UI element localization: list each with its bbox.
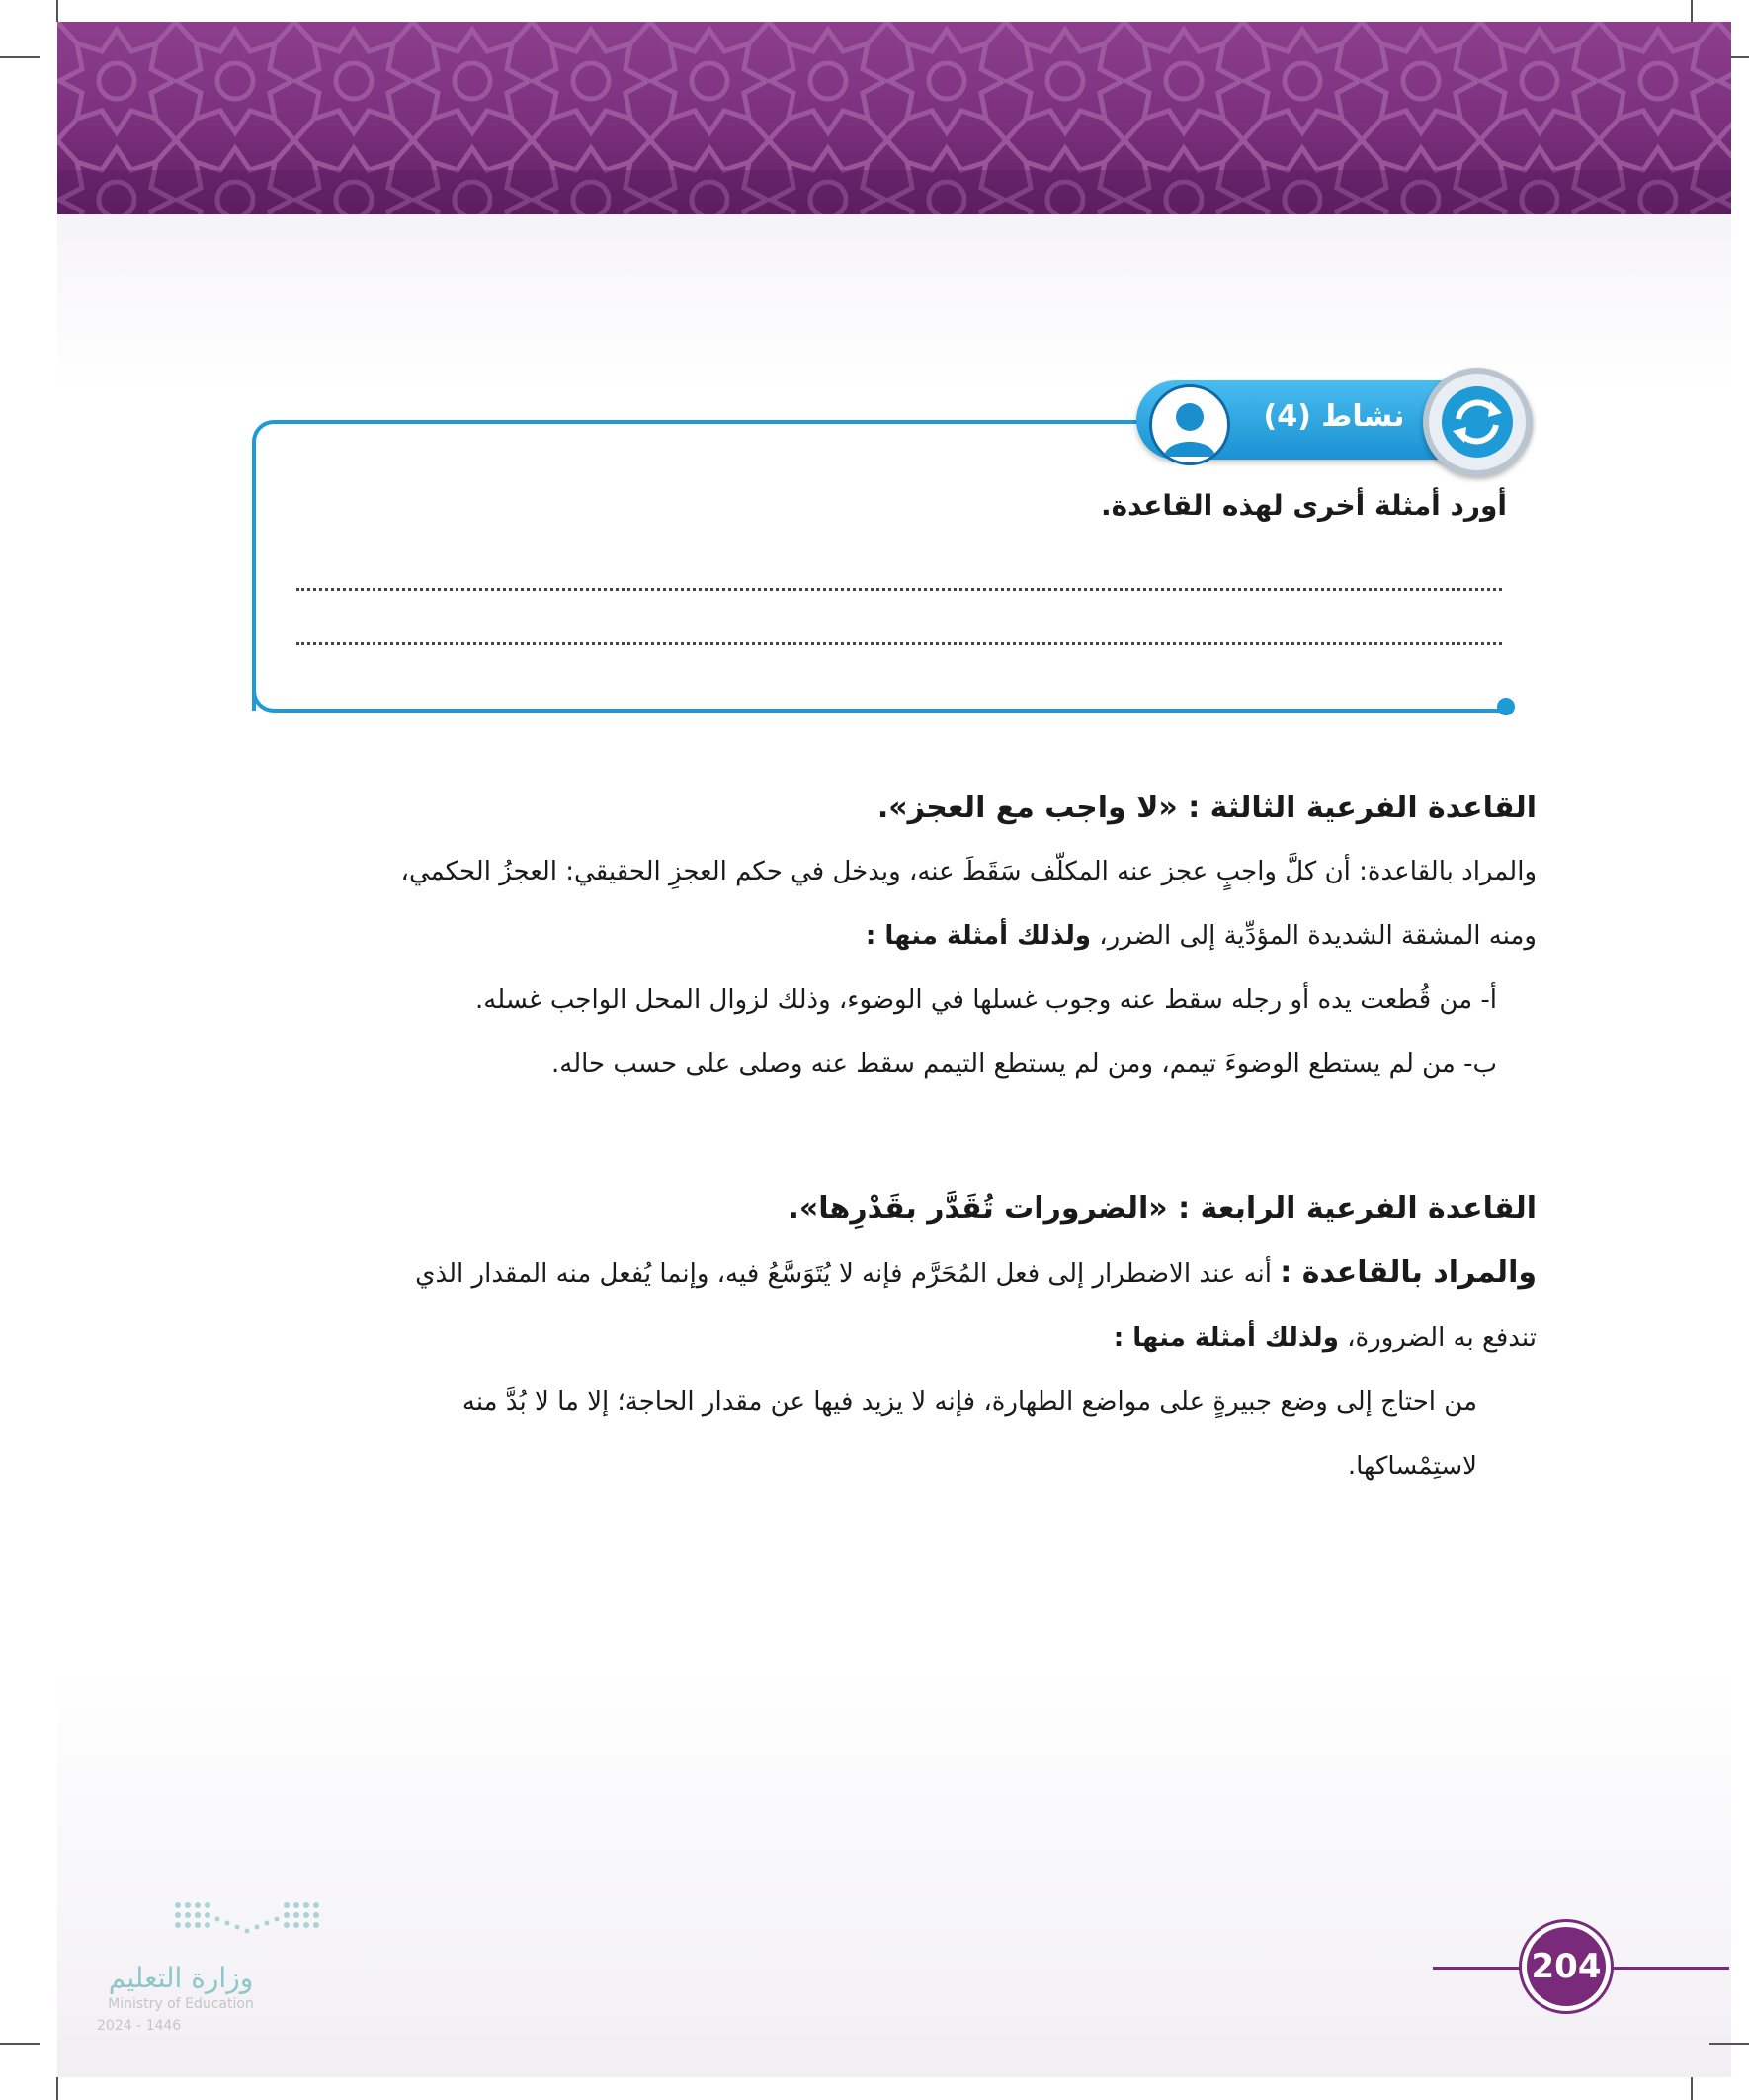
geometric-pattern-icon	[57, 22, 1731, 214]
rule4-examples-label: ولذلك أمثلة منها :	[1113, 1323, 1339, 1353]
activity-prompt: أورد أمثلة أخرى لهذه القاعدة.	[1100, 489, 1507, 522]
rule4-line2-text: تندفع به الضرورة،	[1338, 1323, 1537, 1353]
crop-mark	[0, 56, 40, 58]
refresh-icon	[1423, 368, 1532, 476]
page-number-line-right	[1611, 1967, 1729, 1970]
rule4-meaning	[242, 1240, 1537, 1306]
answer-line[interactable]	[296, 642, 1502, 645]
crop-mark	[1691, 2077, 1693, 2100]
rule4-meaning-label: والمراد بالقاعدة :	[1280, 1255, 1537, 1290]
header-banner	[57, 22, 1731, 214]
rule4-meaning-text: أنه عند الاضطرار إلى فعل المُحَرَّم فإنه لا يُتَوَسَّعُ فيه، وإنما يُفعل منه المقدار الذي	[415, 1259, 1281, 1289]
ministry-name-ar: وزارة التعليم	[108, 1962, 254, 1994]
ministry-year: 2024 - 1446	[97, 2018, 182, 2034]
rule4-example-line1: من احتاج إلى وضع جبيرةٍ على مواضع الطهارة، فإنه لا يزيد فيها عن مقدار الحاجة؛ إلا ما لا بُدَّ منه	[461, 1387, 1477, 1417]
crop-mark	[0, 2043, 40, 2045]
activity-frame-bottom	[252, 682, 1511, 713]
rule4-line2	[242, 1306, 1537, 1371]
crop-mark	[56, 0, 58, 22]
rule4-heading: القاعدة الفرعية الرابعة : «الضرورات تُقَدَّر بقَدْرِها».	[788, 1191, 1537, 1225]
crop-mark	[1709, 2043, 1749, 2045]
activity-frame	[252, 420, 1511, 711]
activity-frame-dot	[1497, 698, 1515, 715]
rule3-line2	[242, 904, 1537, 968]
activity-title: نشاط (4)	[1263, 399, 1405, 434]
crop-mark	[56, 2077, 58, 2100]
rule3-heading: القاعدة الفرعية الثالثة : «لا واجب مع العجز».	[876, 791, 1537, 825]
rule3-examples-label: ولذلك أمثلة منها :	[865, 921, 1092, 951]
page-number: 204	[1527, 1927, 1606, 2006]
ministry-name-en: Ministry of Education	[108, 1996, 254, 2012]
page-number-line-left	[1433, 1967, 1527, 1970]
user-icon	[1149, 384, 1230, 465]
rule4-example-line2: لاستِمْساكها.	[1347, 1452, 1477, 1481]
rule3-section	[242, 776, 1537, 1097]
crop-mark	[1691, 0, 1693, 22]
rule3-line1: والمراد بالقاعدة: أن كلَّ واجبٍ عجز عنه المكلّف سَقَطَ عنه، ويدخل في حكم العجزِ الحقيقي: العجزُ الحكمي،	[400, 857, 1537, 886]
rule3-line2-text: ومنه المشقة الشديدة المؤدِّية إلى الضرر،	[1091, 921, 1537, 951]
answer-line[interactable]	[296, 588, 1502, 591]
rule3-item-a: أ- من قُطعت يده أو رجله سقط عنه وجوب غسلها في الوضوء، وذلك لزوال المحل الواجب غسله.	[475, 985, 1497, 1015]
rule3-item-b: ب- من لم يستطع الوضوءَ تيمم، ومن لم يستطع التيمم سقط عنه وصلى على حسب حاله.	[551, 1050, 1497, 1079]
rule4-section	[242, 1176, 1537, 1499]
ministry-logo-icon	[168, 1897, 326, 1947]
